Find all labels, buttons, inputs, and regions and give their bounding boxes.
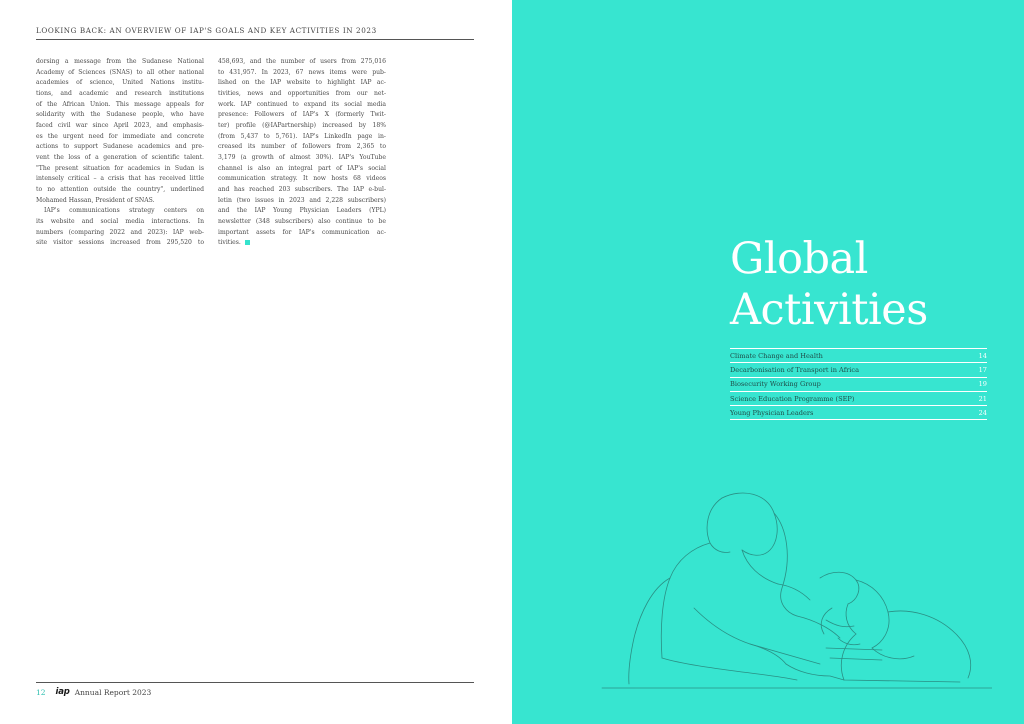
text-line: channel is also an integral part of IAP's social [218, 164, 386, 172]
toc-item-page: 19 [978, 380, 987, 389]
text-line: its website and social media interactions. In [36, 217, 204, 225]
text-line: to no attention outside the country", underlined [36, 185, 204, 193]
section-title [730, 234, 928, 336]
text-line: presence: Followers of IAP's X (formerly Twit- [218, 111, 386, 119]
text-line: intensely critical – a crisis that has received little [36, 175, 204, 183]
toc-item-page: 17 [978, 365, 987, 374]
toc-item-science-education-programme[interactable] [730, 392, 987, 406]
toc-item-page: 14 [978, 351, 987, 360]
toc-item-page: 24 [978, 408, 987, 417]
text-line: of the African Union. This message appeals for [36, 100, 204, 108]
text-line: letin (two issues in 2023 and 2,228 subscribers) [218, 196, 386, 204]
table-of-contents [730, 348, 987, 420]
text-line: faced civil war since April 2023, and emphasis- [36, 121, 204, 129]
text-line: newsletter (348 subscribers) also continue to be [218, 217, 386, 225]
text-line: and the IAP Young Physician Leaders (YPL) [218, 207, 386, 215]
text-line: numbers (comparing 2022 and 2023): IAP web- [36, 228, 204, 236]
text-line: 458,693, and the number of users from 275,016 [218, 58, 386, 65]
end-of-article-mark [245, 240, 250, 245]
report-title: Annual Report 2023 [74, 687, 152, 697]
toc-item-young-physician-leaders[interactable] [730, 406, 987, 420]
text-line: site visitor sessions increased from 295,520 to [36, 239, 204, 247]
scientist-microscope-line-art-icon [582, 488, 992, 698]
toc-item-label: Young Physician Leaders [730, 408, 814, 417]
text-line: 3,179 (a growth of almost 30%). IAP's YouTube [218, 153, 386, 161]
text-column-2 [218, 57, 386, 249]
toc-item-biosecurity-working-group[interactable] [730, 378, 987, 392]
text-line: tions, and academic and research institutions [36, 89, 204, 97]
page-number: 12 [36, 687, 46, 697]
text-line: es the urgent need for immediate and concrete [36, 132, 204, 140]
text-line: communication strategy. It now hosts 68 videos [218, 175, 386, 183]
text-line: (from 5,437 to 5,761). IAP's LinkedIn page in- [218, 132, 386, 140]
text-line: dorsing a message from the Sudanese National [36, 58, 204, 65]
toc-item-label: Decarbonisation of Transport in Africa [730, 365, 860, 374]
text-line: work. IAP continued to expand its social media [218, 100, 386, 108]
toc-item-label: Biosecurity Working Group [730, 380, 821, 389]
section-title-line-2: Activities [730, 285, 928, 335]
text-line: and has reached 203 subscribers. The IAP e-bul- [218, 185, 386, 193]
page-footer [36, 682, 474, 697]
text-line: Mohamed Hassan, President of SNAS. [36, 196, 155, 204]
text-line: to 431,957. In 2023, 67 news items were pub- [218, 68, 386, 76]
text-line: vent the loss of a generation of scientific talent. [36, 153, 204, 161]
text-line: tivities. [218, 239, 241, 247]
toc-item-decarbonisation-of-transport[interactable] [730, 363, 987, 377]
text-line: important assets for IAP's communication ac- [218, 228, 386, 236]
toc-item-climate-change-and-health[interactable] [730, 349, 987, 363]
toc-item-label: Science Education Programme (SEP) [730, 394, 855, 403]
text-line: solidarity with the Sudanese people, who have [36, 111, 204, 119]
toc-item-label: Climate Change and Health [730, 351, 823, 360]
text-line: actions to support Sudanese academics and pre- [36, 143, 204, 151]
section-title-line-1: Global [730, 234, 868, 284]
running-head: LOOKING BACK: AN OVERVIEW OF IAP'S GOALS AND KEY ACTIVITIES IN 2023 [36, 26, 474, 40]
text-line: ter) profile (@IAPartnership) increased by 18% [218, 121, 386, 129]
iap-logo: iap [55, 687, 70, 697]
text-line: creased its number of followers from 2,365 to [218, 143, 386, 151]
toc-item-page: 21 [978, 394, 987, 403]
text-column-1 [36, 57, 204, 249]
text-line: academies of science, United Nations institu- [36, 79, 204, 87]
text-line: Academy of Sciences (SNAS) to all other national [36, 68, 204, 76]
text-line: tivities, news and opportunities from our net- [218, 89, 386, 97]
text-line: IAP's communications strategy centers on [44, 207, 204, 215]
right-page [512, 0, 1024, 724]
text-line-final [218, 238, 386, 249]
text-line: "The present situation for academics in Sudan is [36, 164, 204, 172]
text-line: lished on the IAP website to highlight IAP ac- [218, 79, 386, 87]
